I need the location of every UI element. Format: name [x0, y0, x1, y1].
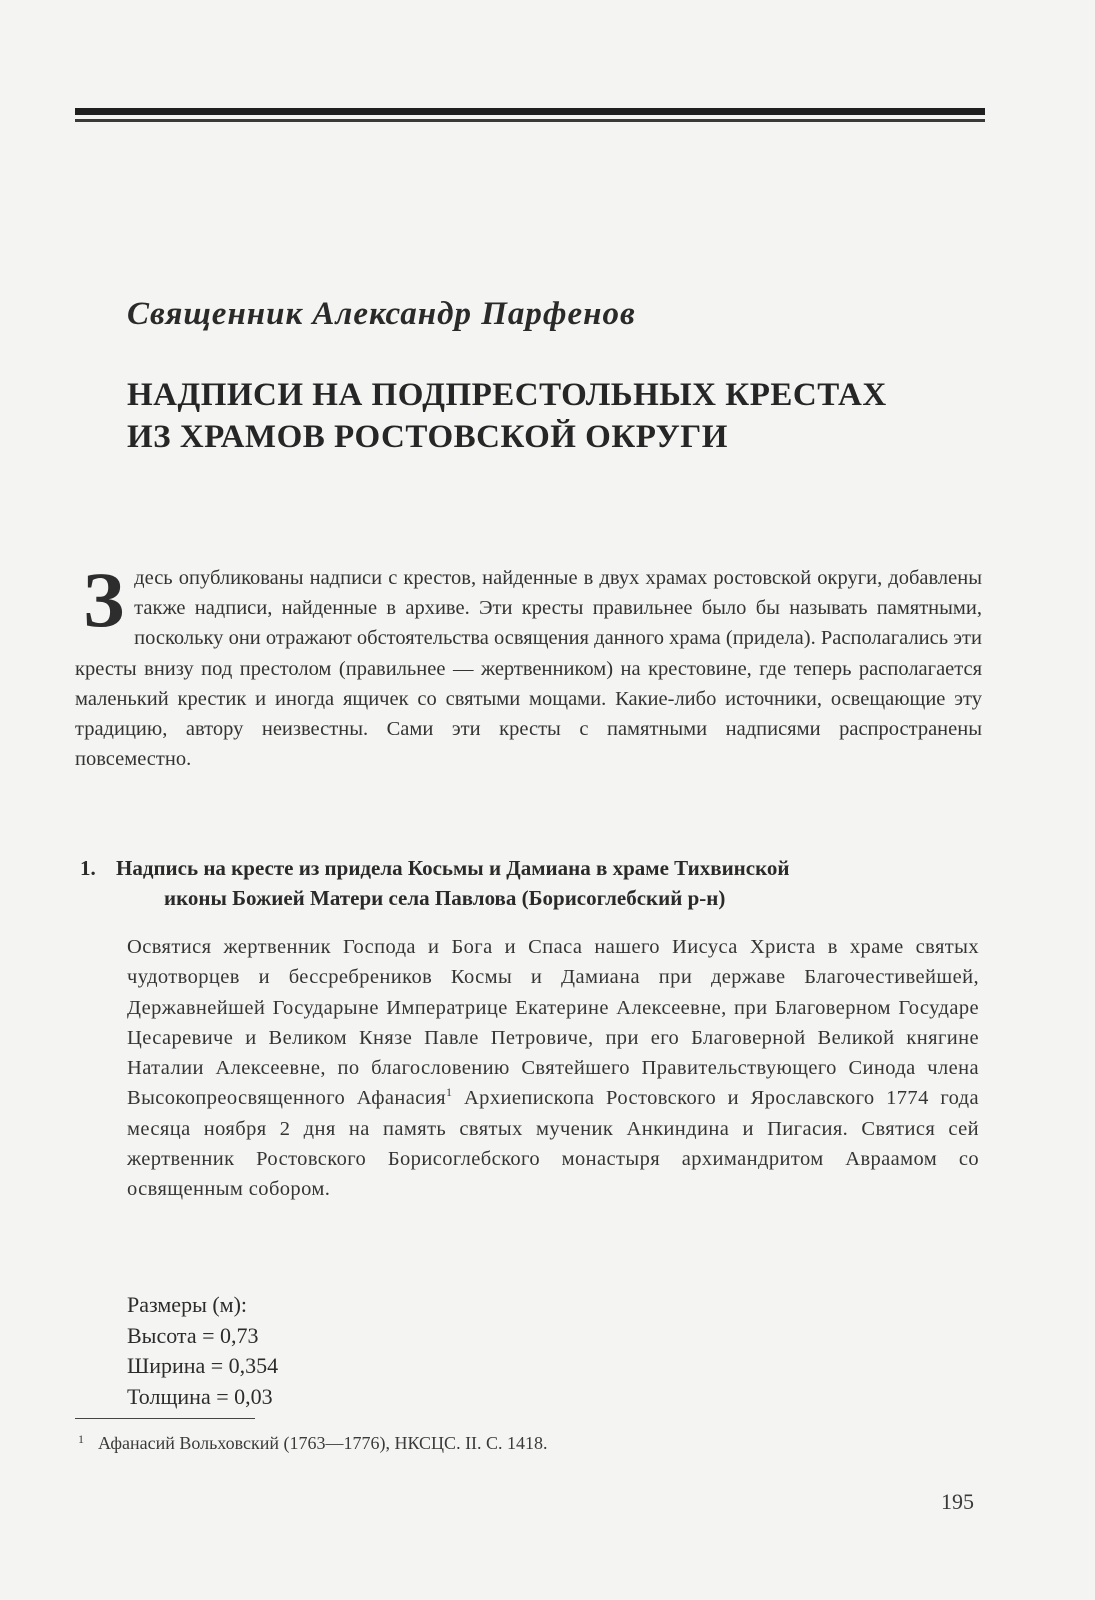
- section-heading-line-2: иконы Божией Матери села Павлова (Борисоглебский р-н): [164, 886, 726, 910]
- dimension-width: Ширина = 0,354: [127, 1353, 279, 1378]
- dimension-thickness: Толщина = 0,03: [127, 1383, 273, 1409]
- footnote-mark: 1: [78, 1432, 84, 1446]
- drop-cap: З: [83, 556, 125, 643]
- section-heading-line-1: Надпись на кресте из придела Косьмы и Дамиана в храме Тихвинской: [116, 856, 790, 880]
- footnote-text: Афанасий Вольховский (1763—1776), НКСЦС. II. С. 1418.: [98, 1433, 548, 1453]
- header-rule-thick: [75, 108, 985, 115]
- intro-text: десь опубликованы надписи с крестов, найденные в двух храмах ростовской округи, добавлены также надписи, найденные в архиве. Эти кресты правильнее было бы называть памятными, поскольку они отражают обстоятельства освящения данного храма (придела). Располагались эти кресты внизу под престолом (правильнее — жертвенником) на крестовине, где теперь располагается маленький крестик и иногда ящичек со святыми мощами. Какие-либо источники, освещающие эту традицию, автору неизвестны. Сами эти кресты с памятными надписями распространены повсеместно.: [75, 567, 982, 771]
- section-heading: [80, 853, 980, 913]
- footnote-reference[interactable]: 1: [445, 1085, 453, 1100]
- section-number: 1.: [80, 856, 96, 880]
- inscription-text-part-2: Архиепископа Ростовского и Ярославского 1774 года месяца ноября 2 дня на память святых мученик Анкиндина и Пигасия. Святися сей жертвенник Ростовского Борисоглебского монастыря архимандритом Авраамом со освященным собором.: [127, 1087, 980, 1201]
- intro-paragraph: [75, 556, 982, 774]
- title-line-2: ИЗ ХРАМОВ РОСТОВСКОЙ ОКРУГИ: [127, 419, 728, 455]
- inscription-text-part-1: Освятися жертвенник Господа и Бога и Спаса нашего Иисуса Христа в храме святых чудотворцев и бессребреников Космы и Дамиана при державе Благочестивейшей, Державнейшей Государыне Императрице Екатерине Алексеевне, при Благоверном Государе Цесаревиче и Великом Князе Павле Петровиче, при его Благоверной Великой княгине Наталии Алексеевне, по благословению Святейшего Правительствующего Синода члена Высокопреосвященного Афанасия: [127, 936, 979, 1110]
- author-name: Священник Александр Парфенов: [127, 296, 636, 332]
- dimensions-heading: Размеры (м):: [127, 1292, 248, 1317]
- footnote: [78, 1432, 548, 1454]
- footnote-divider: [75, 1418, 255, 1419]
- header-rule-thin: [75, 119, 985, 122]
- dimension-height: Высота = 0,73: [127, 1322, 259, 1348]
- inscription-text: [127, 932, 979, 1205]
- title-line-1: НАДПИСИ НА ПОДПРЕСТОЛЬНЫХ КРЕСТАХ: [127, 377, 887, 413]
- page-number: 195: [941, 1489, 974, 1514]
- dimensions-block: [127, 1290, 278, 1412]
- article-title: [127, 374, 967, 458]
